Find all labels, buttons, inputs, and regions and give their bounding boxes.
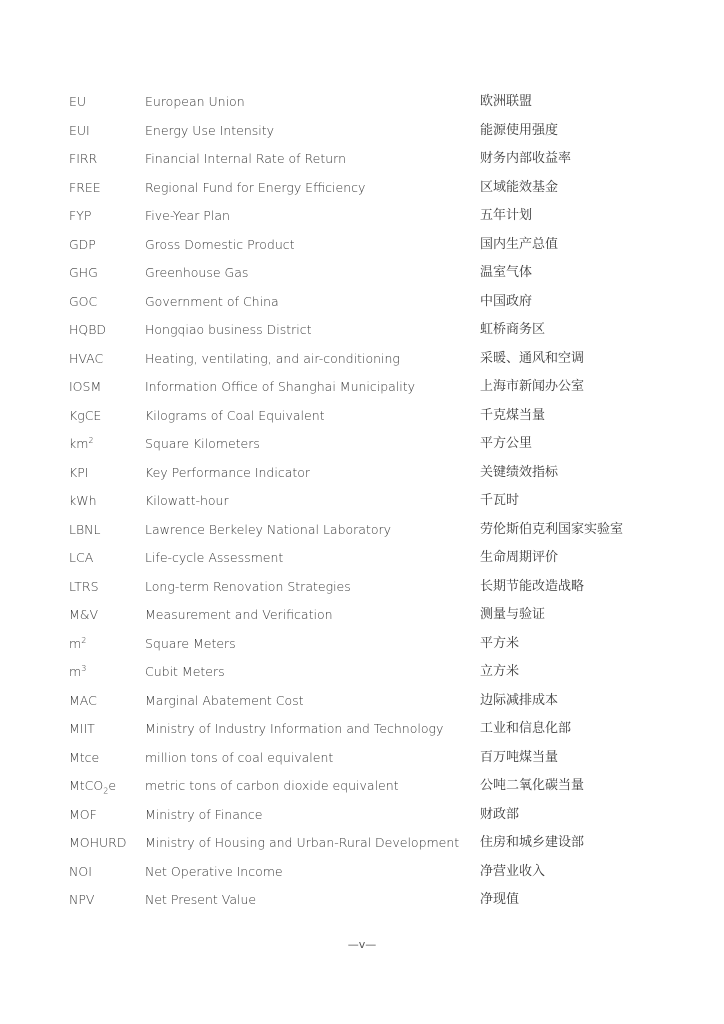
list-item (0, 749, 724, 778)
abbreviation-base: km (69, 436, 89, 451)
abbreviation: MOF (69, 806, 97, 822)
list-item (0, 720, 724, 749)
list-item (0, 663, 724, 692)
english-term: Heating, ventilating, and air-conditioning (145, 350, 400, 366)
list-item (0, 350, 724, 379)
list-item (0, 891, 724, 920)
chinese-term: 长期节能改造战略 (480, 578, 585, 594)
list-item (0, 93, 724, 122)
chinese-term: 工业和信息化部 (480, 721, 572, 736)
english-term: Kilograms of Coal Equivalent (145, 407, 325, 423)
abbreviation: FYP (69, 208, 92, 223)
list-item (0, 407, 724, 436)
abbreviation: NPV (69, 892, 95, 907)
chinese-term: 温室气体 (480, 265, 533, 280)
list-item (0, 150, 724, 179)
list-item (0, 464, 724, 493)
english-term: Gross Domestic Product (145, 236, 295, 252)
english-term: Cubit Meters (145, 664, 225, 679)
english-term: Information Office of Shanghai Municipality (145, 379, 416, 394)
chinese-term: 净现值 (480, 892, 520, 907)
list-item (0, 578, 724, 607)
chinese-term: 采暖、通风和空调 (480, 350, 585, 366)
chinese-term: 生命周期评价 (480, 550, 559, 565)
english-term: Ministry of Housing and Urban-Rural Development (145, 835, 460, 850)
english-term: million tons of coal equivalent (145, 749, 334, 765)
abbreviation (69, 663, 86, 681)
chinese-term: 千瓦时 (480, 493, 520, 508)
list-item (0, 549, 724, 578)
english-term: Hongqiao business District (145, 322, 312, 337)
abbreviation: Mtce (69, 749, 100, 765)
chinese-term: 平方米 (480, 635, 520, 651)
abbreviation (69, 635, 86, 653)
abbreviation-tail: e (108, 778, 117, 793)
chinese-term: 立方米 (480, 664, 520, 679)
abbreviation: GHG (69, 265, 98, 280)
list-item (0, 179, 724, 208)
chinese-term: 上海市新闻办公室 (480, 379, 585, 394)
list-item (0, 863, 724, 892)
english-term: Key Performance Indicator (145, 464, 311, 480)
chinese-term: 区域能效基金 (480, 179, 559, 195)
english-term: Measurement and Verification (145, 607, 333, 622)
chinese-term: 公吨二氧化碳当量 (480, 778, 585, 793)
chinese-term: 中国政府 (480, 293, 533, 309)
english-term: Regional Fund for Energy Efficiency (145, 179, 366, 195)
abbreviation: IOSM (69, 379, 102, 394)
chinese-term: 欧洲联盟 (480, 94, 533, 109)
chinese-term: 住房和城乡建设部 (480, 835, 585, 850)
english-term: Greenhouse Gas (145, 265, 249, 280)
abbreviation: kWh (69, 493, 97, 508)
chinese-term: 关键绩效指标 (480, 464, 559, 480)
list-item (0, 378, 724, 407)
list-item (0, 834, 724, 863)
list-item (0, 806, 724, 835)
list-item (0, 777, 724, 806)
abbreviation: HVAC (69, 350, 104, 366)
english-term: Lawrence Berkeley National Laboratory (145, 521, 392, 537)
abbreviation: EUI (69, 122, 90, 138)
abbreviation (69, 435, 94, 453)
english-term: Long-term Renovation Strategies (145, 578, 351, 594)
abbreviation: M&V (69, 607, 99, 622)
chinese-term: 财政部 (480, 806, 520, 822)
list-item (0, 321, 724, 350)
chinese-term: 劳伦斯伯克利国家实验室 (480, 521, 624, 537)
chinese-term: 净营业收入 (480, 863, 546, 879)
chinese-term: 五年计划 (480, 208, 533, 223)
abbreviation: MIIT (69, 721, 95, 736)
abbreviation: GOC (69, 293, 98, 309)
english-term: Kilowatt-hour (145, 493, 229, 508)
english-term: Net Operative Income (145, 863, 283, 879)
abbreviation: GDP (69, 236, 96, 252)
page-number: —v— (347, 938, 377, 951)
list-item (0, 122, 724, 151)
abbreviation: MAC (69, 692, 97, 708)
abbreviation: FIRR (69, 151, 98, 166)
chinese-term: 测量与验证 (480, 607, 546, 622)
chinese-term: 能源使用强度 (480, 122, 559, 138)
english-term: Ministry of Industry Information and Technology (145, 721, 444, 736)
english-term: Financial Internal Rate of Return (145, 151, 346, 166)
superscript: 3 (81, 663, 87, 673)
list-item (0, 264, 724, 293)
abbreviation: KPI (69, 464, 89, 480)
abbreviation-base: MtCO (69, 778, 104, 793)
superscript: 2 (81, 635, 87, 645)
subscript: 2 (103, 786, 109, 796)
list-item (0, 492, 724, 521)
list-item (0, 521, 724, 550)
list-item (0, 635, 724, 664)
list-item (0, 236, 724, 265)
chinese-term: 千克煤当量 (480, 407, 546, 423)
abbreviation-base: m (69, 664, 82, 679)
abbreviation: LTRS (69, 578, 99, 594)
abbreviation: HQBD (69, 322, 107, 337)
list-item (0, 207, 724, 236)
abbreviation: LCA (69, 550, 94, 565)
list-item (0, 435, 724, 464)
list-item (0, 293, 724, 322)
chinese-term: 百万吨煤当量 (480, 749, 559, 765)
abbreviation-base: m (69, 635, 82, 651)
english-term: Marginal Abatement Cost (145, 692, 304, 708)
english-term: Square Meters (145, 635, 236, 651)
chinese-term: 边际减排成本 (480, 692, 559, 708)
abbreviation (69, 777, 116, 795)
english-term: metric tons of carbon dioxide equivalent (145, 778, 399, 793)
chinese-term: 虹桥商务区 (480, 322, 546, 337)
chinese-term: 平方公里 (480, 436, 533, 451)
list-item (0, 606, 724, 635)
chinese-term: 国内生产总值 (480, 236, 559, 252)
english-term: Net Present Value (145, 892, 257, 907)
abbreviation: NOI (69, 863, 92, 879)
chinese-term: 财务内部收益率 (480, 151, 572, 166)
abbreviation-list (0, 93, 724, 920)
abbreviation: MOHURD (69, 835, 127, 850)
list-item (0, 692, 724, 721)
english-term: Government of China (145, 293, 279, 309)
abbreviation: LBNL (69, 521, 101, 537)
english-term: Five-Year Plan (145, 208, 230, 223)
english-term: Ministry of Finance (145, 806, 263, 822)
english-term: Energy Use Intensity (145, 122, 275, 138)
abbreviation: FREE (69, 179, 101, 195)
english-term: Life-cycle Assessment (145, 550, 284, 565)
superscript: 2 (88, 435, 94, 445)
english-term: European Union (145, 94, 245, 109)
abbreviation: KgCE (69, 407, 102, 423)
abbreviation: EU (69, 94, 87, 109)
english-term: Square Kilometers (145, 436, 260, 451)
